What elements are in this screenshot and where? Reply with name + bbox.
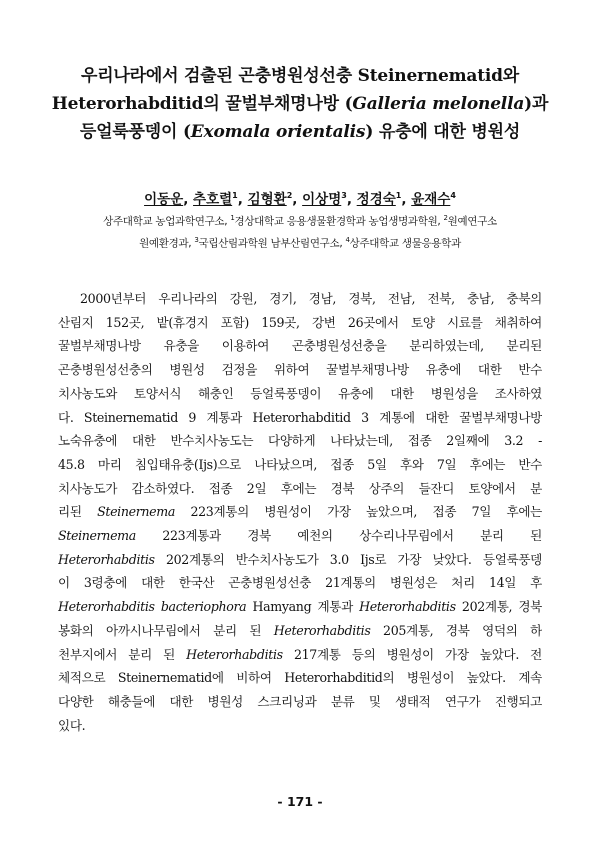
- abstract-line: 곤충병원성선충의 병원성 검정을 위하여 꿀벌부채명나방 유충에 대한 반수: [58, 362, 542, 378]
- author-name: 이상명: [302, 191, 342, 208]
- abstract-line: 리된 Steinernema 223계통의 병원성이 가장 높았으며, 접종 7일 후에는: [58, 504, 542, 520]
- author-name: 윤재수: [411, 191, 451, 208]
- author-list: 이동운, 추호렬$^1$, 김형환$^2$, 이상명$^3$, 정경숙$^1$, 윤재수$^4$: [144, 191, 456, 208]
- abstract-line: 치사농도와 토양서식 해충인 등얼룩풍뎅이 유충에 대한 병원성을 조사하였: [58, 385, 542, 401]
- abstract-line: 다. Steinernematid 9 계통과 Heterorhabditid 3 계통에 대한 꿀벌부채명나방: [58, 409, 542, 425]
- author-name: 김형환: [247, 191, 287, 208]
- affiliation-line-2: 원예환경과, $^3$국립산림과학원 남부산림연구소, $^4$상주대학교 생물응용학과: [139, 235, 461, 249]
- abstract-line: Heterorhabditis 202계통의 반수치사농도가 3.0 Ijs로 가장 낮았다. 등얼룩풍뎅: [58, 551, 542, 567]
- title-line-3: 등얼룩풍뎅이 (Exomala orientalis) 유충에 대한 병원성: [79, 122, 521, 142]
- abstract-line: 있다.: [58, 717, 86, 733]
- abstract-line: 2000년부터 우리나라의 강원, 경기, 경남, 경북, 전남, 전북, 충남, 충북의: [80, 291, 542, 306]
- author-name: 추호렬: [193, 191, 233, 208]
- abstract-line: 다양한 해충들에 대한 병원성 스크리닝과 분류 및 생태적 연구가 진행되고: [58, 693, 542, 709]
- abstract-line: Steinernema 223계통과 경북 예천의 상수리나무림에서 분리 된: [58, 528, 542, 544]
- abstract-line: 봉화의 아까시나무림에서 분리 된 Heterorhabditis 205계통, 경북 영덕의 하: [58, 622, 542, 638]
- abstract-body: [58, 287, 542, 737]
- abstract-line: 치사농도가 감소하였다. 접종 2일 후에는 경북 상주의 들잔디 토양에서 분: [58, 480, 542, 496]
- page-number: - 171 -: [277, 794, 323, 809]
- affiliation-line-1: 상주대학교 농업과학연구소, $^1$경상대학교 응용생물환경학과 농업생명과학원, $^2$원예연구소: [103, 214, 497, 228]
- abstract-line: 꿀벌부채명나방 유충을 이용하여 곤충병원성선충을 분리하였는데, 분리된: [58, 338, 542, 354]
- abstract-line: 천부지에서 분리 된 Heterorhabditis 217계통 등의 병원성이 가장 높았다. 전: [58, 646, 542, 662]
- paper-title: [40, 62, 560, 146]
- title-line-1: 우리나라에서 검출된 곤충병원성선충 Steinernematid와: [80, 66, 520, 86]
- abstract-line: 산림지 152곳, 밭(휴경지 포함) 159곳, 강변 26곳에서 토양 시료를 채취하여: [58, 314, 542, 330]
- affiliations: [48, 209, 552, 252]
- abstract-line: 체적으로 Steinernematid에 비하여 Heterorhabditid의 병원성이 높았다. 계속: [58, 670, 542, 686]
- abstract-line: 노숙유충에 대한 반수치사농도는 다양하게 나타났는데, 접종 2일째에 3.2 -: [58, 433, 542, 449]
- author-name: 이동운: [144, 191, 184, 208]
- abstract-line: 45.8 마리 침입태유충(Ijs)으로 나타났으며, 접종 5일 후와 7일 후에는 반수: [58, 456, 542, 472]
- abstract-line: Heterorhabditis bacteriophora Hamyang 계통과 Heterorhabditis 202계통, 경북: [58, 599, 542, 615]
- title-line-2: Heterorhabditid의 꿀벌부채명나방 (Galleria melonella)과: [51, 94, 549, 114]
- abstract-line: 이 3령충에 대한 한국산 곤충병원성선충 21계통의 병원성은 처리 14일 후: [58, 575, 542, 591]
- author-name: 정경숙: [356, 191, 396, 208]
